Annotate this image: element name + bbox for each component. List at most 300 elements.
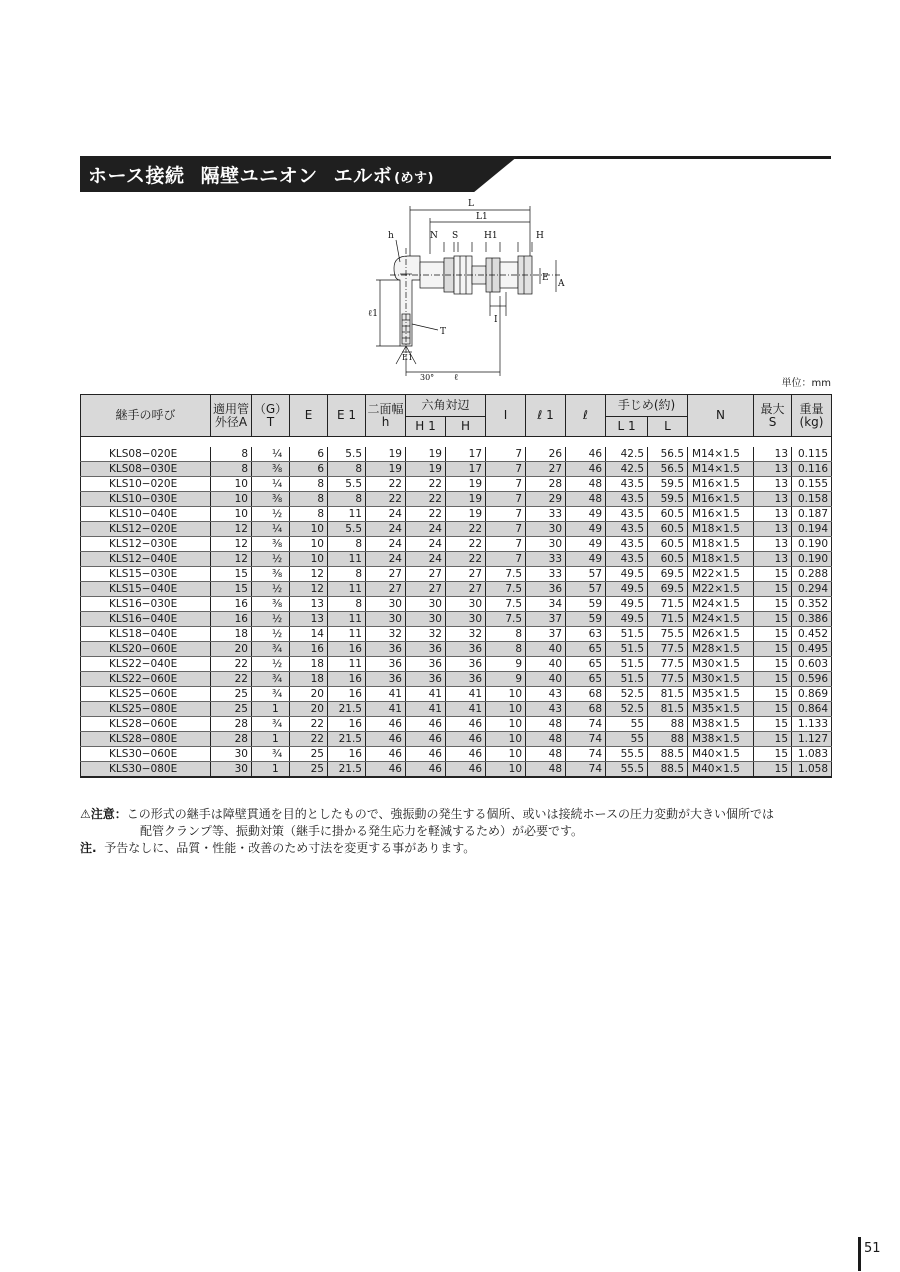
- cell-l1: 55.5: [606, 747, 648, 762]
- cell-l: 69.5: [648, 582, 688, 597]
- cell-e1: 16: [328, 717, 366, 732]
- cell-hh: 22: [446, 552, 486, 567]
- cell-e: 20: [290, 687, 328, 702]
- cell-hh1: 22: [406, 477, 446, 492]
- cell-l1: 43.5: [606, 552, 648, 567]
- cell-w: 0.869: [792, 687, 832, 702]
- cell-t: ¾: [252, 717, 290, 732]
- cell-n: M18×1.5: [688, 552, 754, 567]
- cell-t: ⅜: [252, 492, 290, 507]
- cell-i: 10: [486, 732, 526, 747]
- cell-hh: 22: [446, 537, 486, 552]
- cell-l1: 37: [526, 627, 566, 642]
- cell-e: 12: [290, 567, 328, 582]
- table-row: [81, 672, 832, 687]
- cell-hh: 41: [446, 702, 486, 717]
- cell-l: 71.5: [648, 597, 688, 612]
- cell-name: KLS16−040E: [81, 612, 211, 627]
- cell-l: 65: [566, 657, 606, 672]
- cell-a: 15: [211, 567, 252, 582]
- cell-hh: 30: [446, 597, 486, 612]
- cell-e: 25: [290, 747, 328, 762]
- cell-i: 9: [486, 672, 526, 687]
- cell-l1: 33: [526, 552, 566, 567]
- cell-l: 68: [566, 687, 606, 702]
- cell-w: 0.190: [792, 552, 832, 567]
- cell-l1: 43.5: [606, 477, 648, 492]
- cell-h: 24: [366, 552, 406, 567]
- cell-hh1: 19: [406, 447, 446, 462]
- cell-hh1: 46: [406, 717, 446, 732]
- cell-w: 0.288: [792, 567, 832, 582]
- cell-s: 15: [754, 582, 792, 597]
- dim-label-l: ℓ: [454, 373, 459, 383]
- cell-name: KLS20−060E: [81, 642, 211, 657]
- dim-label-E: E: [542, 273, 549, 283]
- cell-l: 59.5: [648, 477, 688, 492]
- cell-l: 63: [566, 627, 606, 642]
- cell-s: 15: [754, 672, 792, 687]
- cell-l: 77.5: [648, 657, 688, 672]
- spec-table: [80, 394, 832, 778]
- cell-e1: 16: [328, 642, 366, 657]
- cell-w: 0.294: [792, 582, 832, 597]
- cell-l: 60.5: [648, 552, 688, 567]
- cell-hh: 36: [446, 672, 486, 687]
- cell-e: 12: [290, 582, 328, 597]
- cell-hh: 46: [446, 717, 486, 732]
- cell-hh: 32: [446, 627, 486, 642]
- cell-i: 10: [486, 717, 526, 732]
- cell-l1: 33: [526, 507, 566, 522]
- cell-h: 30: [366, 612, 406, 627]
- cell-t: ⅜: [252, 462, 290, 477]
- cell-e: 8: [290, 477, 328, 492]
- cell-e1: 11: [328, 582, 366, 597]
- warning-icon: ⚠: [80, 807, 91, 821]
- cell-hh: 17: [446, 462, 486, 477]
- cell-l1: 48: [526, 732, 566, 747]
- cell-i: 10: [486, 762, 526, 778]
- cell-l1: 48: [526, 717, 566, 732]
- header-max-2: S: [768, 414, 777, 429]
- cell-t: ¾: [252, 672, 290, 687]
- table-row: [81, 552, 832, 567]
- cell-w: 0.452: [792, 627, 832, 642]
- cell-l1: 49.5: [606, 612, 648, 627]
- cell-w: 1.058: [792, 762, 832, 778]
- cell-l1: 40: [526, 672, 566, 687]
- cell-l: 75.5: [648, 627, 688, 642]
- cell-w: 1.127: [792, 732, 832, 747]
- cell-l: 88.5: [648, 762, 688, 778]
- cell-n: M22×1.5: [688, 567, 754, 582]
- cell-hh1: 24: [406, 537, 446, 552]
- cell-n: M24×1.5: [688, 612, 754, 627]
- cell-hh: 17: [446, 447, 486, 462]
- cell-h: 46: [366, 747, 406, 762]
- cell-l1: 51.5: [606, 627, 648, 642]
- cell-a: 10: [211, 507, 252, 522]
- cell-n: M28×1.5: [688, 642, 754, 657]
- cell-l: 46: [566, 447, 606, 462]
- cell-w: 0.116: [792, 462, 832, 477]
- caution-line1: この形式の継手は障壁貫通を目的としたもので、強振動の発生する個所、或いは接続ホースの圧力変動が大きい個所では: [126, 807, 774, 821]
- header-g: （G）: [253, 401, 288, 416]
- fitting-dimension-diagram: [360, 196, 570, 386]
- cell-hh1: 36: [406, 672, 446, 687]
- cell-l1: 52.5: [606, 702, 648, 717]
- cell-i: 7: [486, 522, 526, 537]
- header-e1: E 1: [328, 395, 366, 437]
- cell-i: 7.5: [486, 567, 526, 582]
- dim-label-I: I: [494, 315, 498, 325]
- cell-l: 59: [566, 597, 606, 612]
- cell-w: 0.194: [792, 522, 832, 537]
- cell-name: KLS12−020E: [81, 522, 211, 537]
- cell-l1: 48: [526, 747, 566, 762]
- cell-w: 0.495: [792, 642, 832, 657]
- cell-e: 6: [290, 462, 328, 477]
- header-width-2: h: [381, 414, 390, 429]
- cell-hh: 19: [446, 477, 486, 492]
- cell-s: 15: [754, 657, 792, 672]
- table-row: [81, 522, 832, 537]
- cell-l1: 42.5: [606, 447, 648, 462]
- cell-h: 19: [366, 447, 406, 462]
- cell-t: ⅜: [252, 567, 290, 582]
- cell-w: 1.133: [792, 717, 832, 732]
- cell-w: 0.864: [792, 702, 832, 717]
- cell-w: 0.187: [792, 507, 832, 522]
- cell-a: 30: [211, 747, 252, 762]
- cell-e1: 8: [328, 597, 366, 612]
- cell-a: 12: [211, 552, 252, 567]
- cell-t: ¼: [252, 477, 290, 492]
- cell-e: 10: [290, 537, 328, 552]
- cell-l: 57: [566, 582, 606, 597]
- cell-h: 46: [366, 717, 406, 732]
- cell-l1: 40: [526, 657, 566, 672]
- table-row: [81, 612, 832, 627]
- cell-l: 49: [566, 537, 606, 552]
- cell-l1: 43: [526, 702, 566, 717]
- cell-a: 10: [211, 477, 252, 492]
- title-main: ホース接続: [88, 165, 185, 187]
- cell-n: M38×1.5: [688, 717, 754, 732]
- cell-name: KLS10−040E: [81, 507, 211, 522]
- cell-t: ⅜: [252, 597, 290, 612]
- cell-a: 25: [211, 687, 252, 702]
- cell-hh: 46: [446, 747, 486, 762]
- dim-label-l1: ℓ1: [368, 309, 379, 319]
- cell-l: 48: [566, 477, 606, 492]
- cell-hh: 27: [446, 582, 486, 597]
- cell-e: 8: [290, 507, 328, 522]
- cell-name: KLS10−030E: [81, 492, 211, 507]
- cell-name: KLS30−080E: [81, 762, 211, 778]
- cell-e1: 16: [328, 672, 366, 687]
- cell-l: 60.5: [648, 507, 688, 522]
- cell-a: 28: [211, 717, 252, 732]
- cell-e1: 21.5: [328, 762, 366, 778]
- cell-n: M35×1.5: [688, 687, 754, 702]
- cell-i: 10: [486, 747, 526, 762]
- cell-e1: 11: [328, 507, 366, 522]
- header-e: E: [290, 395, 328, 437]
- table-row: [81, 732, 832, 747]
- cell-name: KLS28−060E: [81, 717, 211, 732]
- cell-s: 15: [754, 627, 792, 642]
- section-title-banner: [80, 156, 831, 192]
- cell-i: 10: [486, 702, 526, 717]
- cell-l1: 30: [526, 522, 566, 537]
- cell-s: 13: [754, 522, 792, 537]
- header-L: L: [648, 417, 688, 437]
- cell-n: M18×1.5: [688, 522, 754, 537]
- header-L1: L 1: [606, 417, 648, 437]
- dim-label-E1: E1: [402, 353, 413, 362]
- header-width: [366, 395, 406, 437]
- header-tube-od-1: 適用管: [212, 401, 249, 416]
- cell-l: 48: [566, 492, 606, 507]
- cell-n: M40×1.5: [688, 747, 754, 762]
- cell-l1: 49.5: [606, 582, 648, 597]
- section-title: [88, 161, 434, 188]
- cell-i: 7.5: [486, 582, 526, 597]
- header-weight-2: (kg): [799, 414, 824, 429]
- dim-label-H1: H1: [484, 231, 498, 241]
- table-row: [81, 582, 832, 597]
- cell-s: 15: [754, 597, 792, 612]
- table-row: [81, 537, 832, 552]
- cell-l: 74: [566, 732, 606, 747]
- table-row: [81, 762, 832, 778]
- cell-hh: 27: [446, 567, 486, 582]
- header-t: T: [266, 414, 275, 429]
- cell-e1: 16: [328, 687, 366, 702]
- cell-n: M16×1.5: [688, 507, 754, 522]
- cell-t: ¾: [252, 642, 290, 657]
- header-width-1: 二面幅: [367, 401, 404, 416]
- cell-s: 15: [754, 567, 792, 582]
- title-sub1: 隔壁ユニオン: [200, 165, 318, 187]
- cell-h: 46: [366, 732, 406, 747]
- cell-l1: 55: [606, 717, 648, 732]
- table-row: [81, 597, 832, 612]
- cell-s: 15: [754, 717, 792, 732]
- cell-l: 65: [566, 672, 606, 687]
- cell-s: 15: [754, 732, 792, 747]
- note-label: 注.: [80, 841, 97, 855]
- header-n: N: [688, 395, 754, 437]
- cell-l1: 43.5: [606, 507, 648, 522]
- title-sub2: エルボ: [333, 165, 393, 187]
- cell-e1: 8: [328, 492, 366, 507]
- cell-name: KLS08−020E: [81, 447, 211, 462]
- cell-name: KLS08−030E: [81, 462, 211, 477]
- cell-hh1: 30: [406, 597, 446, 612]
- cell-a: 28: [211, 732, 252, 747]
- page-number-bar: [858, 1237, 861, 1271]
- caution-note: [80, 806, 840, 823]
- cell-s: 15: [754, 702, 792, 717]
- cell-hh1: 22: [406, 507, 446, 522]
- cell-e: 6: [290, 447, 328, 462]
- dim-label-L: L: [468, 199, 474, 209]
- cell-name: KLS22−060E: [81, 672, 211, 687]
- table-row: [81, 507, 832, 522]
- header-tube-od-2: 外径A: [214, 414, 248, 429]
- table-row: [81, 477, 832, 492]
- cell-hh1: 19: [406, 462, 446, 477]
- cell-i: 9: [486, 657, 526, 672]
- cell-w: 0.155: [792, 477, 832, 492]
- cell-l: 60.5: [648, 522, 688, 537]
- cell-hh: 46: [446, 762, 486, 778]
- cell-l1: 28: [526, 477, 566, 492]
- cell-a: 16: [211, 597, 252, 612]
- cell-w: 0.115: [792, 447, 832, 462]
- cell-l1: 33: [526, 567, 566, 582]
- cell-s: 15: [754, 687, 792, 702]
- cell-h: 19: [366, 462, 406, 477]
- cell-name: KLS18−040E: [81, 627, 211, 642]
- cell-w: 0.158: [792, 492, 832, 507]
- cell-e1: 8: [328, 537, 366, 552]
- notes-section: [80, 806, 840, 857]
- unit-label: 単位：mm: [781, 378, 831, 389]
- cell-name: KLS15−030E: [81, 567, 211, 582]
- cell-e: 8: [290, 492, 328, 507]
- cell-l1: 36: [526, 582, 566, 597]
- cell-l: 88: [648, 717, 688, 732]
- cell-a: 10: [211, 492, 252, 507]
- general-note: [80, 840, 840, 857]
- cell-s: 13: [754, 492, 792, 507]
- cell-n: M14×1.5: [688, 447, 754, 462]
- header-h1: H 1: [406, 417, 446, 437]
- cell-t: ½: [252, 612, 290, 627]
- table-row: [81, 717, 832, 732]
- cell-i: 10: [486, 687, 526, 702]
- cell-h: 24: [366, 507, 406, 522]
- cell-l1: 48: [526, 762, 566, 778]
- cell-hh: 41: [446, 687, 486, 702]
- dim-label-T: T: [440, 327, 447, 337]
- cell-l: 77.5: [648, 642, 688, 657]
- table-row: [81, 567, 832, 582]
- table-row: [81, 747, 832, 762]
- cell-e1: 5.5: [328, 477, 366, 492]
- cell-a: 20: [211, 642, 252, 657]
- cell-name: KLS25−060E: [81, 687, 211, 702]
- cell-h: 30: [366, 597, 406, 612]
- cell-e1: 8: [328, 462, 366, 477]
- cell-n: M40×1.5: [688, 762, 754, 778]
- table-row: [81, 492, 832, 507]
- cell-h: 27: [366, 582, 406, 597]
- cell-a: 22: [211, 672, 252, 687]
- caution-line2: 配管クランプ等、振動対策（継手に掛かる発生応力を軽減するため）が必要です。: [140, 824, 584, 838]
- cell-e: 13: [290, 597, 328, 612]
- cell-i: 7.5: [486, 612, 526, 627]
- dim-label-A: A: [558, 279, 565, 289]
- cell-i: 7: [486, 462, 526, 477]
- cell-e1: 16: [328, 747, 366, 762]
- cell-l: 71.5: [648, 612, 688, 627]
- cell-a: 25: [211, 702, 252, 717]
- cell-l: 74: [566, 717, 606, 732]
- cell-l: 65: [566, 642, 606, 657]
- table-row: [81, 642, 832, 657]
- cell-l1: 37: [526, 612, 566, 627]
- cell-e: 10: [290, 522, 328, 537]
- cell-hh1: 22: [406, 492, 446, 507]
- cell-h: 36: [366, 642, 406, 657]
- cell-w: 0.603: [792, 657, 832, 672]
- cell-hh: 30: [446, 612, 486, 627]
- cell-s: 15: [754, 747, 792, 762]
- table-body: [81, 437, 832, 778]
- cell-l1: 51.5: [606, 642, 648, 657]
- cell-e: 18: [290, 672, 328, 687]
- cell-hh1: 27: [406, 567, 446, 582]
- cell-hh1: 36: [406, 657, 446, 672]
- header-hex: 六角対辺: [406, 395, 486, 417]
- cell-e1: 21.5: [328, 732, 366, 747]
- cell-l: 88: [648, 732, 688, 747]
- header-weight-1: 重量: [799, 401, 824, 416]
- cell-a: 15: [211, 582, 252, 597]
- cell-name: KLS25−080E: [81, 702, 211, 717]
- cell-t: ½: [252, 627, 290, 642]
- cell-e: 20: [290, 702, 328, 717]
- table-row: [81, 687, 832, 702]
- cell-l: 74: [566, 747, 606, 762]
- cell-e: 13: [290, 612, 328, 627]
- cell-e: 25: [290, 762, 328, 778]
- cell-hh: 36: [446, 642, 486, 657]
- cell-l1: 27: [526, 462, 566, 477]
- cell-e1: 5.5: [328, 522, 366, 537]
- cell-l1: 52.5: [606, 687, 648, 702]
- header-max-s: [754, 395, 792, 437]
- table-row: [81, 657, 832, 672]
- cell-t: ¼: [252, 447, 290, 462]
- cell-e1: 21.5: [328, 702, 366, 717]
- cell-s: 15: [754, 612, 792, 627]
- cell-i: 7: [486, 537, 526, 552]
- cell-w: 0.352: [792, 597, 832, 612]
- caution-label: 注意：: [90, 807, 127, 821]
- cell-e: 22: [290, 732, 328, 747]
- cell-i: 7: [486, 492, 526, 507]
- cell-i: 8: [486, 627, 526, 642]
- cell-name: KLS16−030E: [81, 597, 211, 612]
- cell-l: 59: [566, 612, 606, 627]
- cell-t: ⅜: [252, 537, 290, 552]
- header-thread-length: 手じめ(約): [606, 395, 688, 417]
- cell-a: 18: [211, 627, 252, 642]
- cell-l: 88.5: [648, 747, 688, 762]
- cell-hh1: 32: [406, 627, 446, 642]
- cell-l: 60.5: [648, 537, 688, 552]
- cell-l1: 29: [526, 492, 566, 507]
- cell-a: 22: [211, 657, 252, 672]
- cell-h: 22: [366, 492, 406, 507]
- cell-l: 57: [566, 567, 606, 582]
